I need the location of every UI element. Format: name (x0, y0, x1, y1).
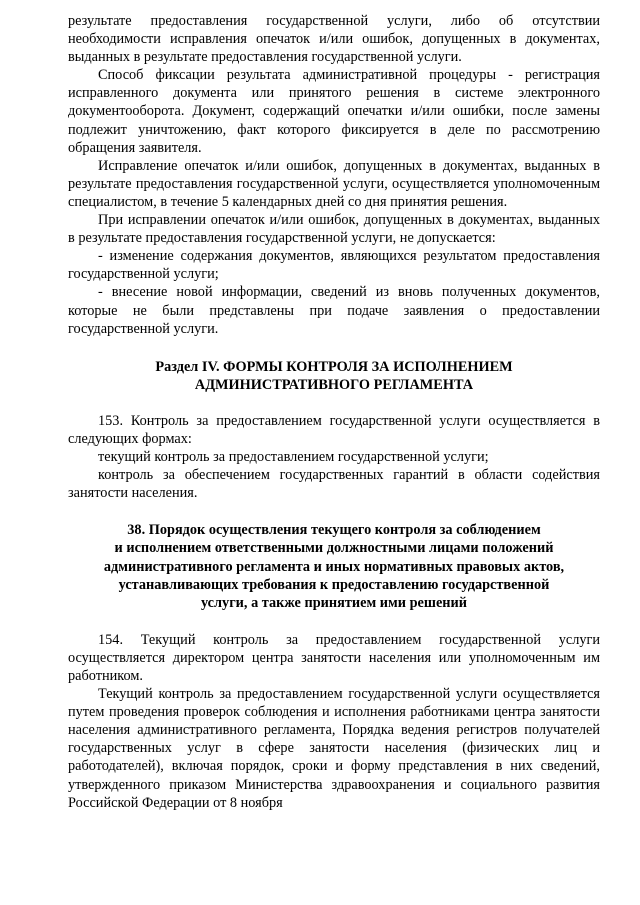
section-4-heading (68, 358, 600, 394)
subsection-38-heading-line-1: 38. Порядок осуществления текущего контроля за соблюдением (127, 522, 541, 539)
paragraph-correction-term: Исправление опечаток и/или ошибок, допущенных в документах, выданных в результате предоставления государственной услуги, осуществляется уполномоченным специалистом, в течение 5 календарных дней со дня принятия решения. (68, 157, 600, 210)
subsection-38-heading-line-5: услуги, а также принятием ими решений (200, 594, 468, 611)
paragraph-continuation: результате предоставления государственной услуги, либо об отсутствии необходимости исправления опечаток и/или ошибок, допущенных в документах, выданных в результате предоставления государственной услуги. (68, 13, 600, 66)
subsection-38-heading-line-3: административного регламента и иных нормативных правовых актов, (103, 558, 565, 575)
paragraph-current-control-method: Текущий контроль за предоставлением государственной услуги осуществляется путем проведения проверок соблюдения и исполнения работниками центра занятости населения административного регламента, Порядка ведения регистров получателей государственных услуг в сфере занятости населения (физических лиц и работодателей), включая порядок, сроки и форму представления в них сведений, утвержденного приказом Министерства здравоохранения и социального развития Российской Федерации от 8 ноября (68, 686, 600, 811)
subsection-38-heading-line-4: устанавливающих требования к предоставлению государственной (118, 576, 550, 593)
paragraph-fixation-method: Способ фиксации результата административной процедуры - регистрация исправленного документа или принятого решения в системе электронного документооборота. Документ, содержащий опечатки и/или ошибки, после замены подлежит уничтожению, факт которого фиксируется в деле по рассмотрению обращения заявителя. (68, 67, 600, 156)
subsection-38-heading (68, 521, 600, 611)
list-item-guarantees-control: контроль за обеспечением государственных гарантий в области содействия занятости населения. (68, 467, 600, 502)
paragraph-153: 153. Контроль за предоставлением государственной услуги осуществляется в следующих формах: (68, 412, 600, 447)
paragraph-not-allowed: При исправлении опечаток и/или ошибок, допущенных в документах, выданных в результате предоставления государственной услуги, не допускается: (68, 212, 600, 247)
paragraph-154: 154. Текущий контроль за предоставлением государственной услуги осуществляется директором центра занятости населения или уполномоченным им работником. (68, 631, 600, 684)
list-item-change-content: - изменение содержания документов, являющихся результатом предоставления государственной услуги; (68, 248, 600, 283)
list-item-new-information: - внесение новой информации, сведений из вновь полученных документов, которые не были представлены при подаче заявления о предоставлении государственной услуги. (68, 284, 600, 337)
list-item-current-control: текущий контроль за предоставлением государственной услуги; (98, 449, 489, 466)
subsection-38-heading-line-2: и исполнением ответственными должностными лицами положений (114, 540, 554, 557)
section-4-heading-line-2: АДМИНИСТРАТИВНОГО РЕГЛАМЕНТА (194, 376, 474, 393)
section-4-heading-line-1: Раздел IV. ФОРМЫ КОНТРОЛЯ ЗА ИСПОЛНЕНИЕМ (155, 358, 513, 375)
